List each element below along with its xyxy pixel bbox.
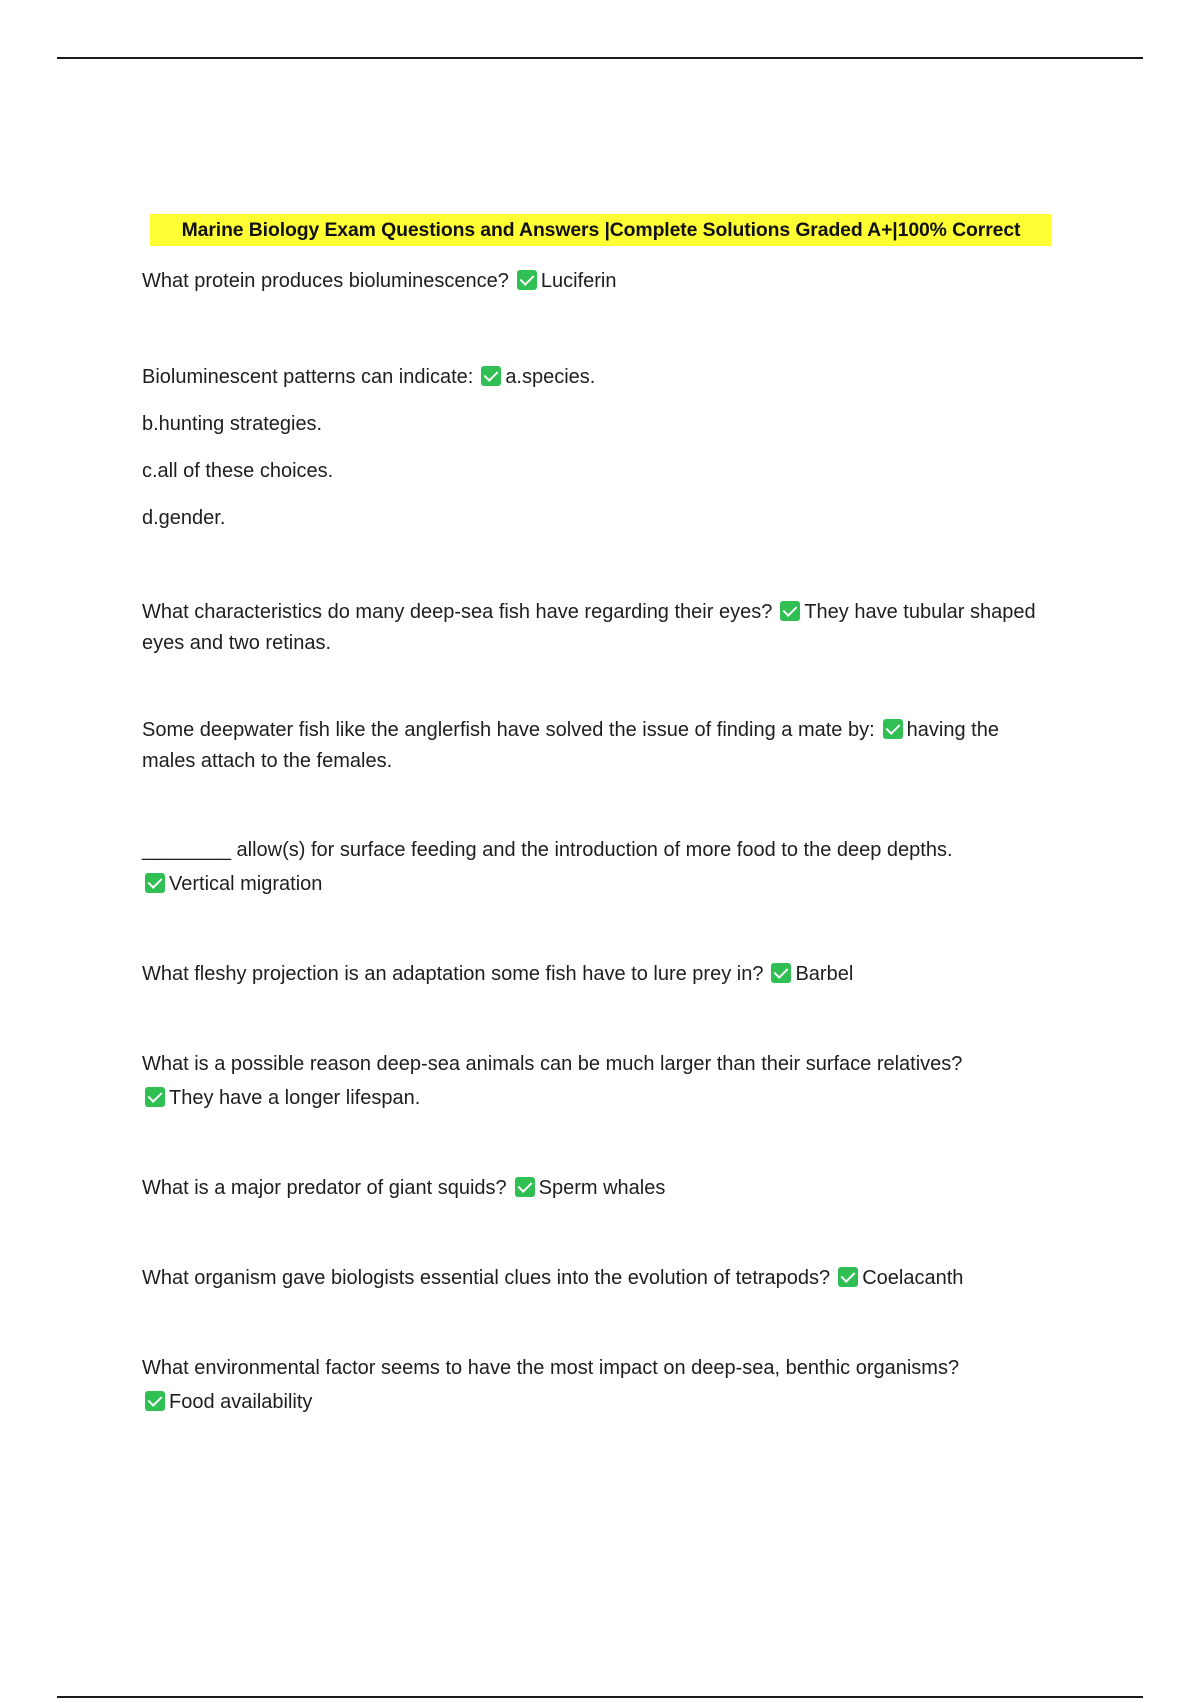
check-box-icon	[145, 873, 165, 893]
check-box-icon	[780, 601, 800, 621]
question-text: What protein produces bioluminescence?	[142, 270, 509, 292]
question-text: ________ allow(s) for surface feeding and the introduction of more food to the deep depths.	[142, 839, 953, 861]
check-box-icon	[883, 719, 903, 739]
qa-item-1	[142, 264, 1042, 298]
qa-item-2	[142, 360, 1042, 535]
check-box-icon	[145, 1391, 165, 1411]
qa-item-8	[142, 1171, 1042, 1205]
qa-list	[142, 264, 1042, 1419]
qa-item-6	[142, 957, 1042, 991]
check-box-icon	[145, 1087, 165, 1107]
answer-text: having the males attach to the females.	[142, 719, 999, 772]
option-d: d.gender.	[142, 507, 226, 529]
question-text: What organism gave biologists essential clues into the evolution of tetrapods?	[142, 1267, 831, 1289]
question-text: What characteristics do many deep-sea fish have regarding their eyes?	[142, 601, 773, 623]
answer-text: They have a longer lifespan.	[169, 1087, 421, 1109]
qa-item-3	[142, 597, 1042, 659]
answer-text: Food availability	[169, 1391, 313, 1413]
answer-text: Coelacanth	[862, 1267, 964, 1289]
answer-text: They have tubular shaped eyes and two retinas.	[142, 601, 1036, 654]
qa-item-4	[142, 715, 1042, 777]
bottom-rule	[57, 1696, 1143, 1698]
question-text: Bioluminescent patterns can indicate:	[142, 366, 474, 388]
check-box-icon	[771, 963, 791, 983]
answer-text: a.species.	[505, 366, 596, 388]
qa-item-10	[142, 1351, 1042, 1419]
qa-item-9	[142, 1261, 1042, 1295]
check-box-icon	[838, 1267, 858, 1287]
question-text: What fleshy projection is an adaptation some fish have to lure prey in?	[142, 963, 764, 985]
document-title: Marine Biology Exam Questions and Answers |Complete Solutions Graded A+|100% Correct	[150, 214, 1052, 246]
answer-text: Vertical migration	[169, 873, 323, 895]
check-box-icon	[481, 366, 501, 386]
check-box-icon	[515, 1177, 535, 1197]
question-text: Some deepwater fish like the anglerfish have solved the issue of finding a mate by:	[142, 719, 875, 741]
option-c: c.all of these choices.	[142, 460, 334, 482]
check-box-icon	[517, 270, 537, 290]
question-text: What is a possible reason deep-sea animals can be much larger than their surface relatives?	[142, 1053, 963, 1075]
qa-item-5	[142, 833, 1042, 901]
question-text: What environmental factor seems to have the most impact on deep-sea, benthic organisms?	[142, 1357, 960, 1379]
question-text: What is a major predator of giant squids?	[142, 1177, 507, 1199]
answer-text: Luciferin	[540, 270, 617, 292]
option-b: b.hunting strategies.	[142, 413, 323, 435]
answer-text: Sperm whales	[538, 1177, 666, 1199]
top-rule	[57, 57, 1143, 59]
qa-item-7	[142, 1047, 1042, 1115]
answer-text: Barbel	[795, 963, 854, 985]
